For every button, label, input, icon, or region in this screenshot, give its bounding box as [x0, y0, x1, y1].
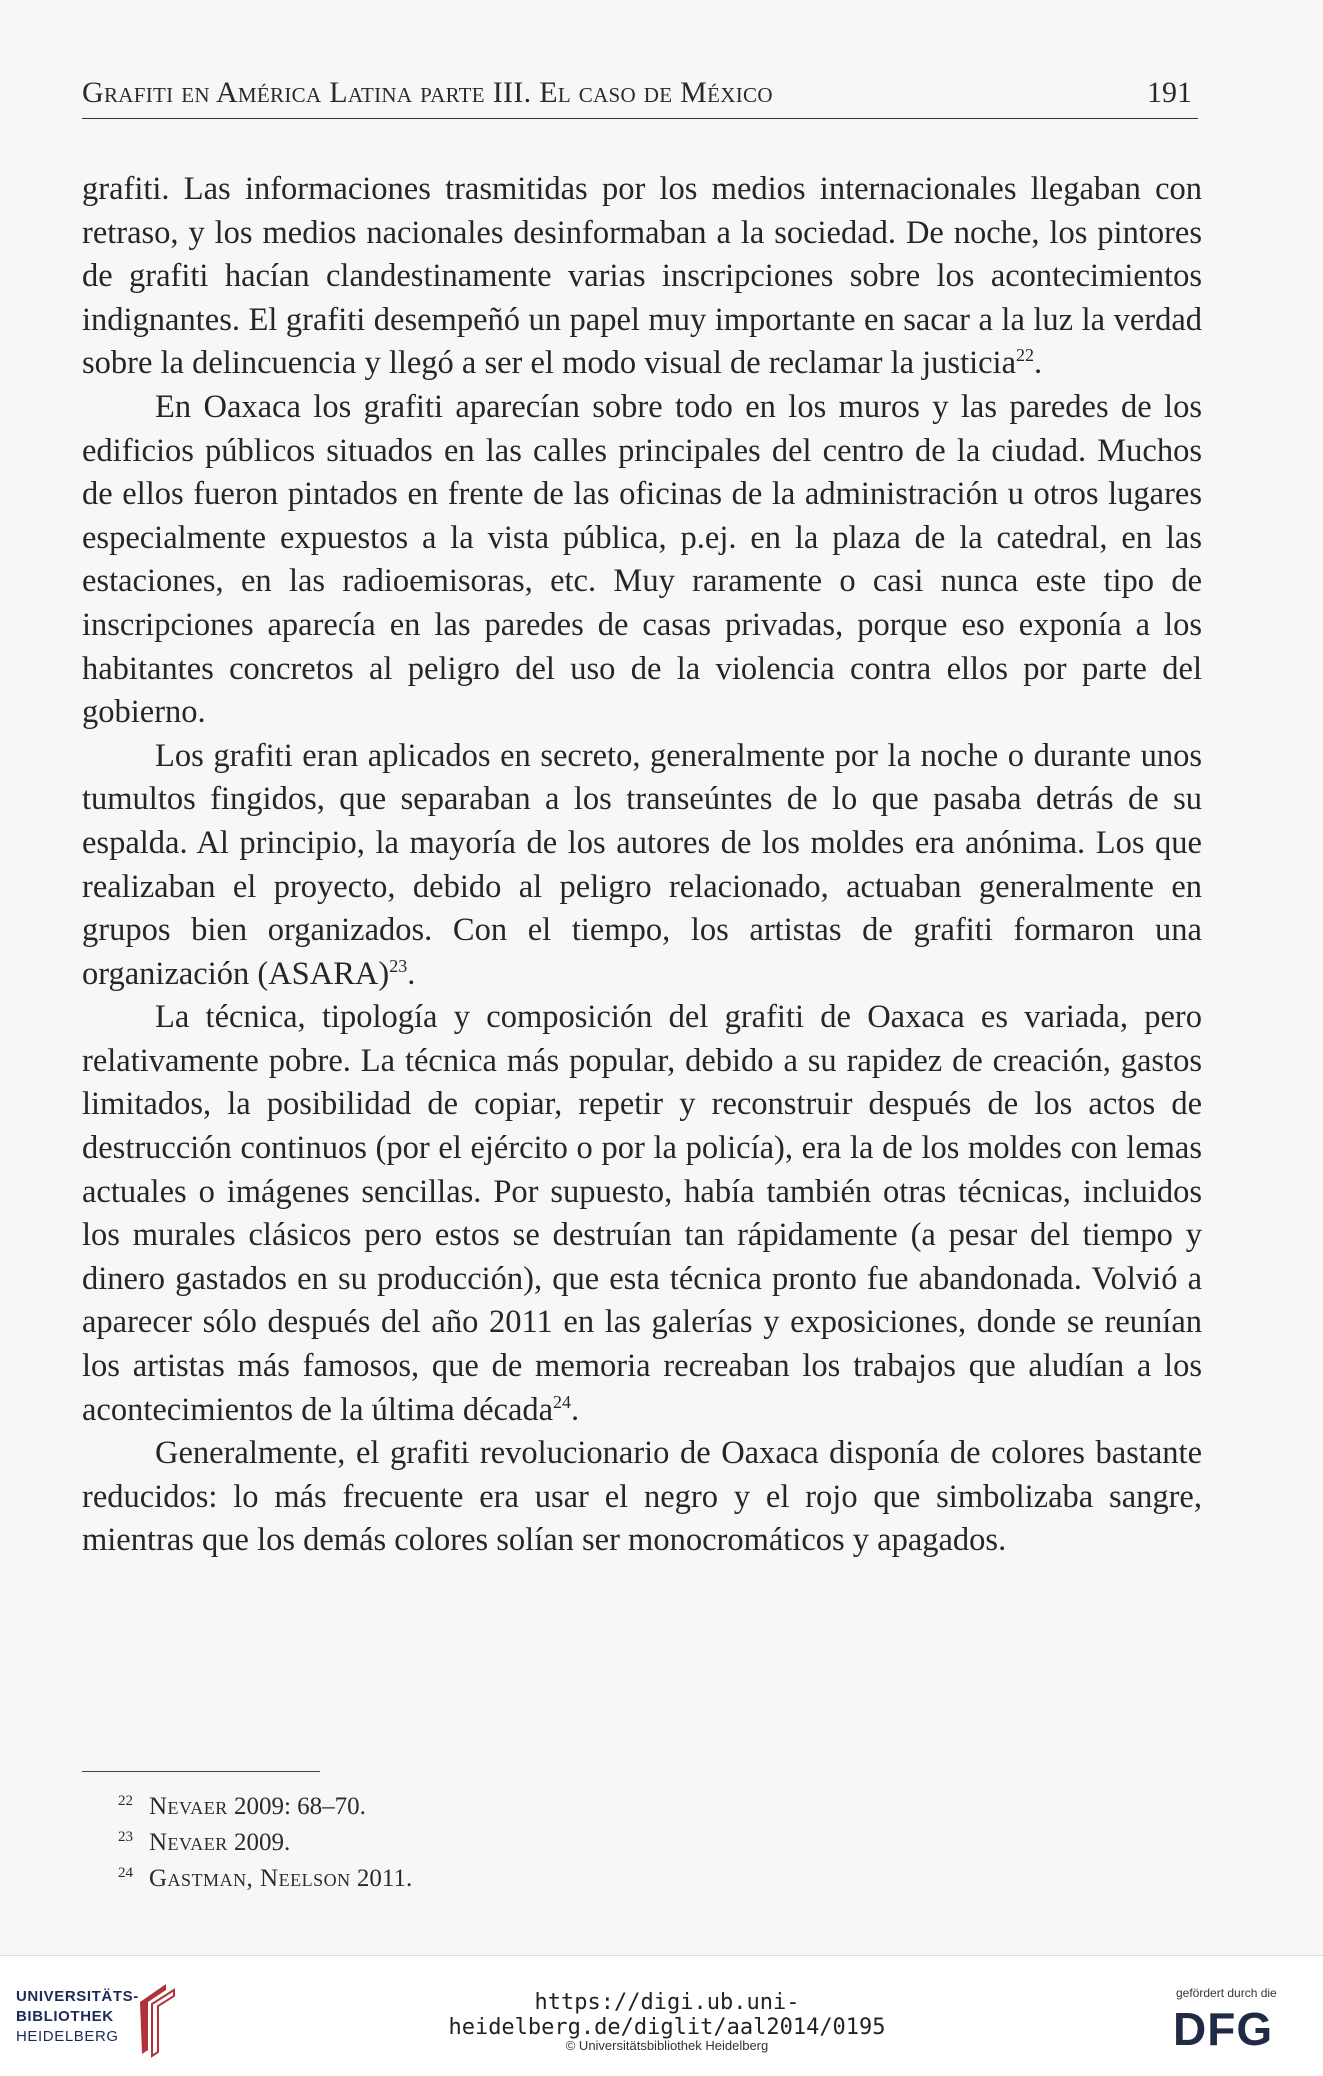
- library-name-line-1: UNIVERSITÄTS-: [16, 1988, 139, 2005]
- footnote-reference: 2009.: [227, 1829, 291, 1856]
- permalink-url[interactable]: https://digi.ub.uni-heidelberg.de/diglit/aal2014/0195: [448, 1990, 886, 2040]
- footnote: [118, 1786, 412, 1822]
- library-name-line-3: HEIDELBERG: [16, 2028, 119, 2045]
- paragraph-5: [82, 1432, 1202, 1563]
- footnote-number: 23: [118, 1829, 133, 1845]
- paragraph-tail: .: [1034, 345, 1043, 382]
- library-name-line-2: BIBLIOTHEK: [16, 2008, 114, 2025]
- paragraph-1: [82, 168, 1202, 386]
- page-number: 191: [1147, 76, 1192, 109]
- footnotes: [118, 1786, 412, 1894]
- footnote-number: 24: [118, 1865, 133, 1881]
- paragraph-tail: .: [571, 1391, 580, 1428]
- running-header: [82, 72, 1198, 119]
- library-emblem-icon: [136, 1978, 182, 2058]
- footnote-ref-22: 22: [1016, 345, 1035, 366]
- footnote: [118, 1858, 412, 1894]
- paragraph-text: Los grafiti eran aplicados en secreto, generalmente por la noche o durante unos tumultos fingidos, que separaban a los transeúntes de lo que pasaba detrás de su espalda. Al principio, la mayoría de los autores de los moldes era anónima. Los que realizaban el proyecto, debido al peligro relacionado, actuaban generalmente en grupos bien organizados. Con el tiempo, los artistas de grafiti formaron una organización (ASARA): [82, 737, 1202, 992]
- footnote: [118, 1822, 412, 1858]
- digitization-footer: [0, 1955, 1323, 2076]
- paragraph-4: [82, 996, 1202, 1432]
- footnote-author: Nevaer: [149, 1793, 228, 1820]
- footnote-ref-23: 23: [389, 955, 408, 976]
- paragraph-text: grafiti. Las informaciones trasmitidas por los medios internacionales llegaban con retraso, y los medios nacionales desinformaban a la sociedad. De noche, los pintores de grafiti hacían clandestinamente varias inscripciones sobre los acontecimientos indignantes. El grafiti desempeñó un papel muy importante en sacar a la luz la verdad sobre la delincuencia y llegó a ser el modo visual de reclamar la justicia: [82, 171, 1202, 382]
- dfg-logo[interactable]: DFG: [1173, 2003, 1274, 2055]
- copyright-notice: © Universitätsbibliothek Heidelberg: [565, 2038, 769, 2053]
- paragraph-2: [82, 386, 1202, 735]
- footnote-number: 22: [118, 1793, 133, 1809]
- footnote-author: Nevaer: [149, 1829, 228, 1856]
- footnote-reference: 2009: 68–70.: [227, 1793, 366, 1820]
- footnote-separator: [82, 1771, 320, 1772]
- funding-label: gefördert durch die: [1176, 1986, 1277, 2000]
- footnote-reference: 2011.: [350, 1865, 413, 1892]
- paragraph-text: La técnica, tipología y composición del grafiti de Oaxaca es variada, pero relativamente pobre. La técnica más popular, debido a su rapidez de creación, gastos limitados, la posibilidad de copiar, repetir y reconstruir después de los actos de destrucción continuos (por el ejército o por la policía), era la de los moldes con lemas actuales o imágenes sencillas. Por supuesto, había también otras técnicas, incluidos los murales clásicos pero estos se destruían tan rápidamente (a pesar del tiempo y dinero gastados en su producción), que esta técnica pronto fue abandonada. Volvió a aparecer sólo después del año 2011 en las galerías y exposiciones, donde se reunían los artistas más famosos, que de memoria recreaban los trabajos que aludían a los acontecimientos de la última década: [82, 999, 1202, 1428]
- footnote-ref-24: 24: [553, 1391, 572, 1412]
- body-text: [82, 168, 1202, 1563]
- paragraph-3: [82, 735, 1202, 997]
- paragraph-tail: .: [407, 955, 416, 992]
- paragraph-text: En Oaxaca los grafiti aparecían sobre todo en los muros y las paredes de los edificios públicos situados en las calles principales del centro de la ciudad. Muchos de ellos fueron pintados en frente de las oficinas de la administración u otros lugares especialmente expuestos a la vista pública, p.ej. en la plaza de la catedral, en las estaciones, en las radioemisoras, etc. Muy raramente o casi nunca este tipo de inscripciones aparecía en las paredes de casas privadas, porque eso exponía a los habitantes concretos al peligro del uso de la violencia contra ellos por parte del gobierno.: [82, 388, 1202, 731]
- paragraph-text: Generalmente, el grafiti revolucionario de Oaxaca disponía de colores bastante reducidos: lo más frecuente era usar el negro y el rojo que simbolizaba sangre, mientras que los demás colores solían ser monocromáticos y apagados.: [82, 1435, 1202, 1559]
- running-title: Grafiti en América Latina parte III. El caso de México: [82, 76, 773, 109]
- university-library-logo[interactable]: [16, 1978, 196, 2048]
- footnote-author: Gastman, Neelson: [149, 1865, 351, 1892]
